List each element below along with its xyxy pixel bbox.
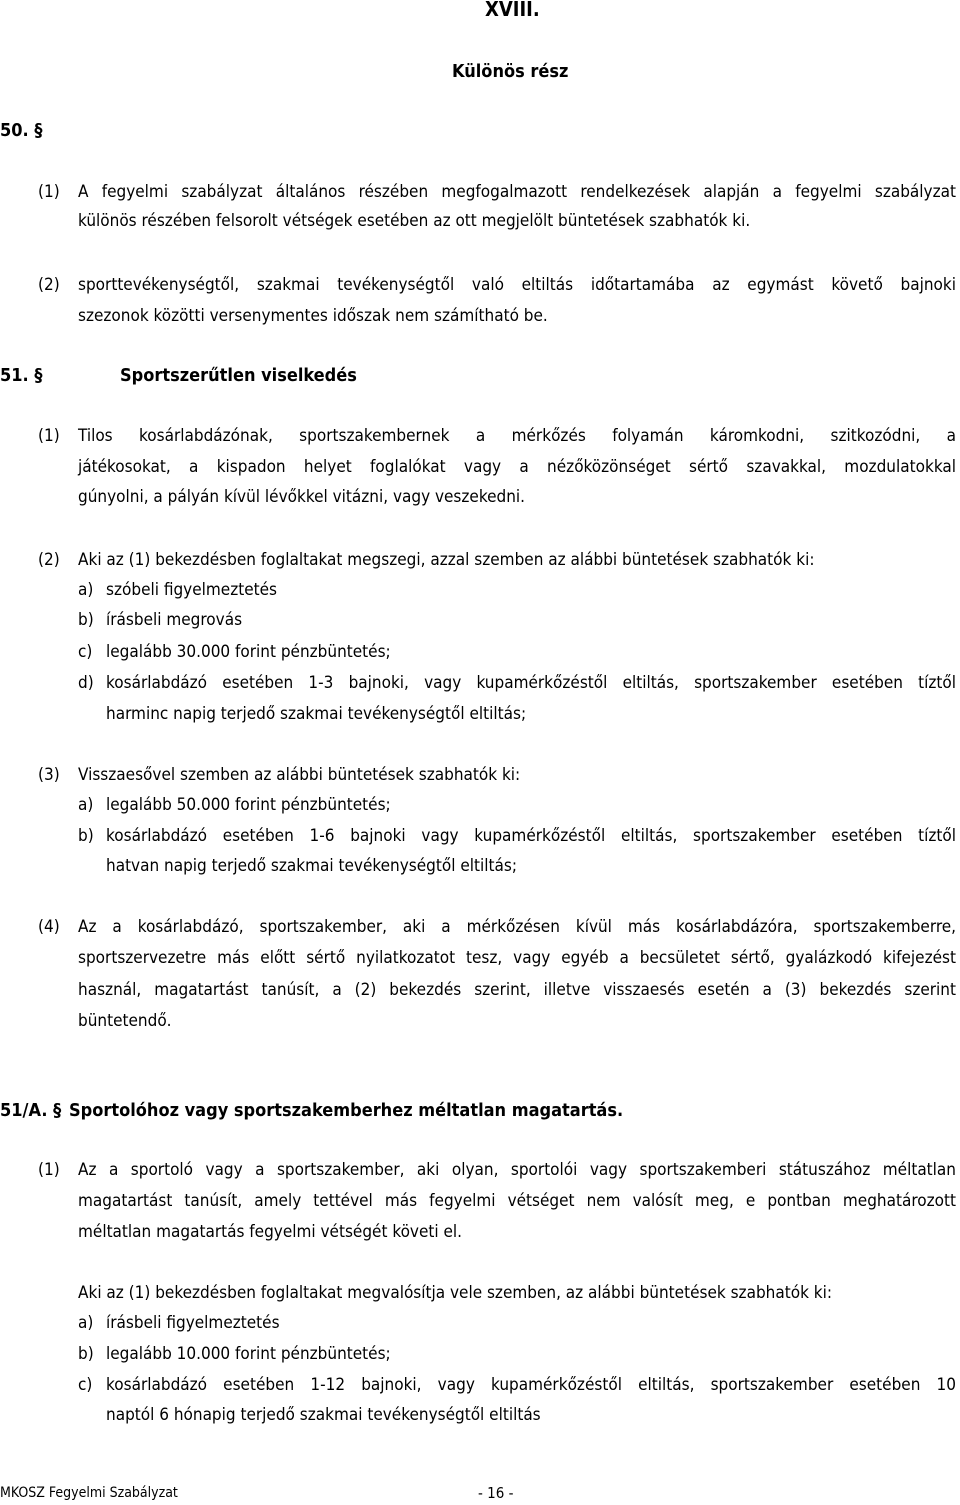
section-sign: § [34, 365, 43, 386]
s50-p2-line-1: sporttevékenységtől, szakmai tevékenységtől való eltiltás időtartamába az egymást követő bajnoki [78, 275, 956, 295]
s51-p3-intro: Visszaesővel szemben az alábbi büntetések szabhatók ki: [78, 765, 521, 785]
s51-p3-item-b-line-2: hatvan napig terjedő szakmai tevékenységtől eltiltás; [106, 856, 517, 876]
s50-p2-num: (2) [38, 275, 60, 295]
s51-p1-line-1: Tilos kosárlabdázónak, sportszakembernek a mérkőzés folyamán káromkodni, szitkozódni, a [78, 426, 956, 446]
section-sign: § [34, 120, 43, 141]
section-51a-num: 51/A. [0, 1100, 48, 1121]
s51-p1-line-2: játékosokat, a kispadon helyet foglalókat vagy a nézőközönséget sértő szavakkal, mozdulatokkal [78, 457, 956, 477]
s50-p2-line-2: szezonok közötti versenymentes időszak nem számítható be. [78, 306, 548, 326]
s51-p4-line-3: használ, magatartást tanúsít, a (2) bekezdés szerint, illetve visszaesés esetén a (3) bekezdés szerint [78, 980, 956, 1000]
section-51-number [0, 361, 42, 391]
s51-p2-item-c: legalább 30.000 forint pénzbüntetés; [106, 642, 391, 662]
section-sign: § [53, 1100, 62, 1121]
s51-p1-line-3: gúnyolni, a pályán kívül lévőkkel vitázni, vagy veszekedni. [78, 487, 526, 507]
s51-p2-num: (2) [38, 550, 60, 570]
section-50-num: 50. [0, 120, 29, 141]
s51-p2-item-b-label: b) [78, 610, 94, 630]
s51-p3-item-b-line-1: kosárlabdázó esetében 1-6 bajnoki vagy kupamérkőzéstől eltiltás, sportszakember esetében tíztől [106, 826, 956, 846]
s51a-p1-line-3: méltatlan magatartás fegyelmi vétségét követi el. [78, 1222, 463, 1242]
s51-p4-line-1: Az a kosárlabdázó, sportszakember, aki a mérkőzésen kívül más kosárlabdázóra, sportszakemberre, [78, 917, 956, 937]
s51-p2-item-a: szóbeli figyelmeztetés [106, 580, 278, 600]
s51-p4-line-2: sportszervezetre más előtt sértő nyilatkozatot tesz, vagy egyéb a becsületet sértő, gyalázkodó kifejezést [78, 948, 956, 968]
s51-p2-item-d-line-1: kosárlabdázó esetében 1-3 bajnoki, vagy kupamérkőzéstől eltiltás, sportszakember esetében tíztől [106, 673, 956, 693]
s51-p3-item-a: legalább 50.000 forint pénzbüntetés; [106, 795, 391, 815]
s51-p2-item-c-label: c) [78, 642, 93, 662]
s51a-item-c-line-2: naptól 6 hónapig terjedő szakmai tevékenységtől eltiltás [106, 1405, 541, 1425]
s51a-item-a: írásbeli figyelmeztetés [106, 1313, 280, 1333]
s51a-p1-line-2: magatartást tanúsít, amely tettével más fegyelmi vétséget nem valósít meg, e pontban meghatározott [78, 1191, 956, 1211]
s51a-item-b-label: b) [78, 1344, 94, 1364]
s51-p2-item-d-line-2: harminc napig terjedő szakmai tevékenységtől eltiltás; [106, 704, 527, 724]
s51-p4-num: (4) [38, 917, 60, 937]
s51-p2-item-d-label: d) [78, 673, 94, 693]
section-51a-number [0, 1096, 61, 1126]
s50-p1-line-1: A fegyelmi szabályzat általános részében megfogalmazott rendelkezések alapján a fegyelmi szabályzat [78, 182, 956, 202]
s50-p1-line-2: különös részében felsorolt vétségek esetében az ott megjelölt büntetések szabhatók ki. [78, 211, 751, 231]
s51a-p1-intro2: Aki az (1) bekezdésben foglaltakat megvalósítja vele szemben, az alábbi büntetések szabhatók ki: [78, 1283, 833, 1303]
s50-p1-num: (1) [38, 182, 60, 202]
footer-page-number: - 16 - [478, 1484, 514, 1502]
s51-p3-item-a-label: a) [78, 795, 94, 815]
s51-p2-intro: Aki az (1) bekezdésben foglaltakat megszegi, azzal szemben az alábbi büntetések szabhatók ki: [78, 550, 815, 570]
s51a-item-c-label: c) [78, 1375, 93, 1395]
s51-p4-line-4: büntetendő. [78, 1011, 172, 1031]
part-title: Különös rész [452, 61, 569, 82]
s51-p3-item-b-label: b) [78, 826, 94, 846]
footer-document-name: MKOSZ Fegyelmi Szabályzat [0, 1485, 178, 1501]
s51-p2-item-a-label: a) [78, 580, 94, 600]
section-51-title: Sportszerűtlen viselkedés [120, 365, 357, 386]
section-51a-title: Sportolóhoz vagy sportszakemberhez méltatlan magatartás. [69, 1100, 624, 1121]
s51a-item-a-label: a) [78, 1313, 94, 1333]
s51a-p1-num: (1) [38, 1160, 60, 1180]
section-50-number [0, 116, 42, 146]
s51a-p1-line-1: Az a sportoló vagy a sportszakember, aki olyan, sportolói vagy sportszakemberi státuszához méltatlan [78, 1160, 956, 1180]
s51-p3-num: (3) [38, 765, 60, 785]
s51-p1-num: (1) [38, 426, 60, 446]
s51a-item-b: legalább 10.000 forint pénzbüntetés; [106, 1344, 391, 1364]
section-51-num: 51. [0, 365, 29, 386]
s51a-item-c-line-1: kosárlabdázó esetében 1-12 bajnoki, vagy kupamérkőzéstől eltiltás, sportszakember esetében 10 [106, 1375, 956, 1395]
s51-p2-item-b: írásbeli megrovás [106, 610, 243, 630]
chapter-number: XVIII. [485, 0, 540, 21]
